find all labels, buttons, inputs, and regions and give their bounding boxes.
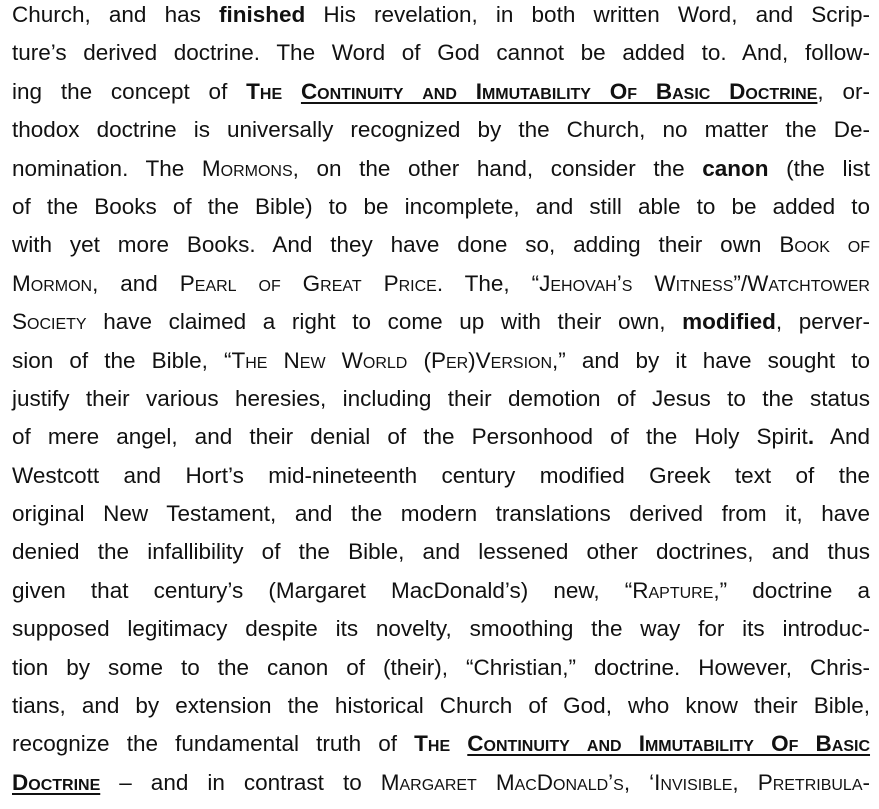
text-segment: ing the concept of	[12, 78, 247, 104]
text-segment: (the list	[768, 155, 870, 181]
text-segment: thodox doctrine is universally recognized by the Church, no matter the De-	[12, 117, 870, 143]
text-segment: given that century’s (Margaret MacDonald’s) new, “	[12, 577, 633, 603]
text-line	[12, 303, 870, 341]
text-segment: with yet more Books. And they have done so, adding their own	[12, 232, 780, 258]
text-segment: original New Testament, and the modern translations derived from it, have	[12, 501, 870, 527]
text-segment: sion of the Bible, “	[12, 347, 232, 373]
text-segment: finished	[218, 2, 306, 27]
text-line	[12, 649, 870, 687]
text-line	[12, 725, 870, 763]
text-segment: , ‘	[623, 769, 655, 795]
text-segment: justify their various heresies, including their demotion of Jesus to the status	[12, 385, 870, 411]
text-segment: of mere angel, and their denial of the Personhood of the Holy Spirit	[12, 424, 808, 450]
text-segment: ture’s derived doctrine. The Word of God cannot be added to. And, follow-	[12, 40, 870, 66]
text-segment: , perver-	[775, 309, 870, 335]
text-line	[12, 572, 870, 610]
text-line	[12, 495, 870, 533]
text-segment: tians, and by extension the historical Church of God, who know their Bible,	[12, 693, 870, 719]
text-segment: The	[246, 78, 301, 104]
text-line	[12, 111, 870, 149]
text-line	[12, 533, 870, 571]
text-segment: , or-	[817, 78, 870, 104]
text-segment: Mormon	[12, 270, 93, 296]
text-segment: have claimed a right to come up with their own,	[86, 309, 683, 335]
text-segment: ”/	[733, 270, 748, 296]
text-line	[12, 0, 870, 34]
text-segment: recognize the fundamental truth of	[12, 731, 415, 757]
text-segment: Continuity and Immutability Of Basic Doctrine	[300, 78, 818, 104]
text-line	[12, 34, 870, 72]
text-segment: Mormons	[201, 155, 293, 181]
text-line	[12, 457, 870, 495]
text-segment: Continuity and Immutability Of Basic	[467, 731, 871, 757]
text-segment: Rapture	[632, 577, 714, 603]
text-segment: Margaret MacDonald’s	[380, 769, 624, 795]
text-line	[12, 342, 870, 380]
text-line	[12, 687, 870, 725]
text-line	[12, 150, 870, 188]
text-segment: denied the infallibility of the Bible, and lessened other doctrines, and thus	[12, 539, 870, 565]
text-segment: The	[414, 731, 468, 757]
text-segment: Westcott and Hort’s mid-nineteenth century modified Greek text of the	[12, 462, 870, 488]
text-line	[12, 73, 870, 111]
text-segment: His revelation, in both written Word, and Scrip-	[305, 2, 870, 27]
text-segment: .	[807, 424, 815, 450]
text-segment: canon	[702, 155, 769, 181]
text-line	[12, 610, 870, 648]
text-line	[12, 188, 870, 226]
text-line	[12, 265, 870, 303]
text-segment: – and in contrast to	[100, 769, 381, 795]
text-segment: Society	[12, 309, 87, 335]
text-segment: modified	[682, 309, 776, 335]
text-segment: Doctrine	[12, 769, 101, 795]
text-line	[12, 380, 870, 418]
text-segment: Pearl of Great Price	[179, 270, 437, 296]
text-segment: And	[814, 424, 870, 450]
text-segment: . The, “	[436, 270, 540, 296]
text-line	[12, 418, 870, 456]
text-segment: Book of	[779, 232, 870, 258]
text-segment: ,” doctrine a	[713, 577, 870, 603]
text-segment: nomination. The	[12, 155, 202, 181]
text-segment: , on the other hand, consider the	[292, 155, 703, 181]
text-line	[12, 226, 870, 264]
text-segment: Invisible, Pretribula-	[654, 769, 870, 795]
text-segment: ,” and by it have sought to	[552, 347, 871, 373]
text-segment: Watchtower	[747, 270, 870, 296]
text-segment: supposed legitimacy despite its novelty, smoothing the way for its introduc-	[12, 616, 870, 642]
text-segment: of the Books of the Bible) to be incomplete, and still able to be added to	[12, 193, 870, 219]
text-line	[12, 764, 870, 802]
text-segment: tion by some to the canon of (their), “Christian,” doctrine. However, Chris-	[12, 654, 870, 680]
text-segment: Jehovah’s Witness	[539, 270, 734, 296]
text-segment: Church, and has	[12, 2, 219, 27]
text-segment: The New World (Per)Version	[231, 347, 553, 373]
text-segment: , and	[92, 270, 180, 296]
